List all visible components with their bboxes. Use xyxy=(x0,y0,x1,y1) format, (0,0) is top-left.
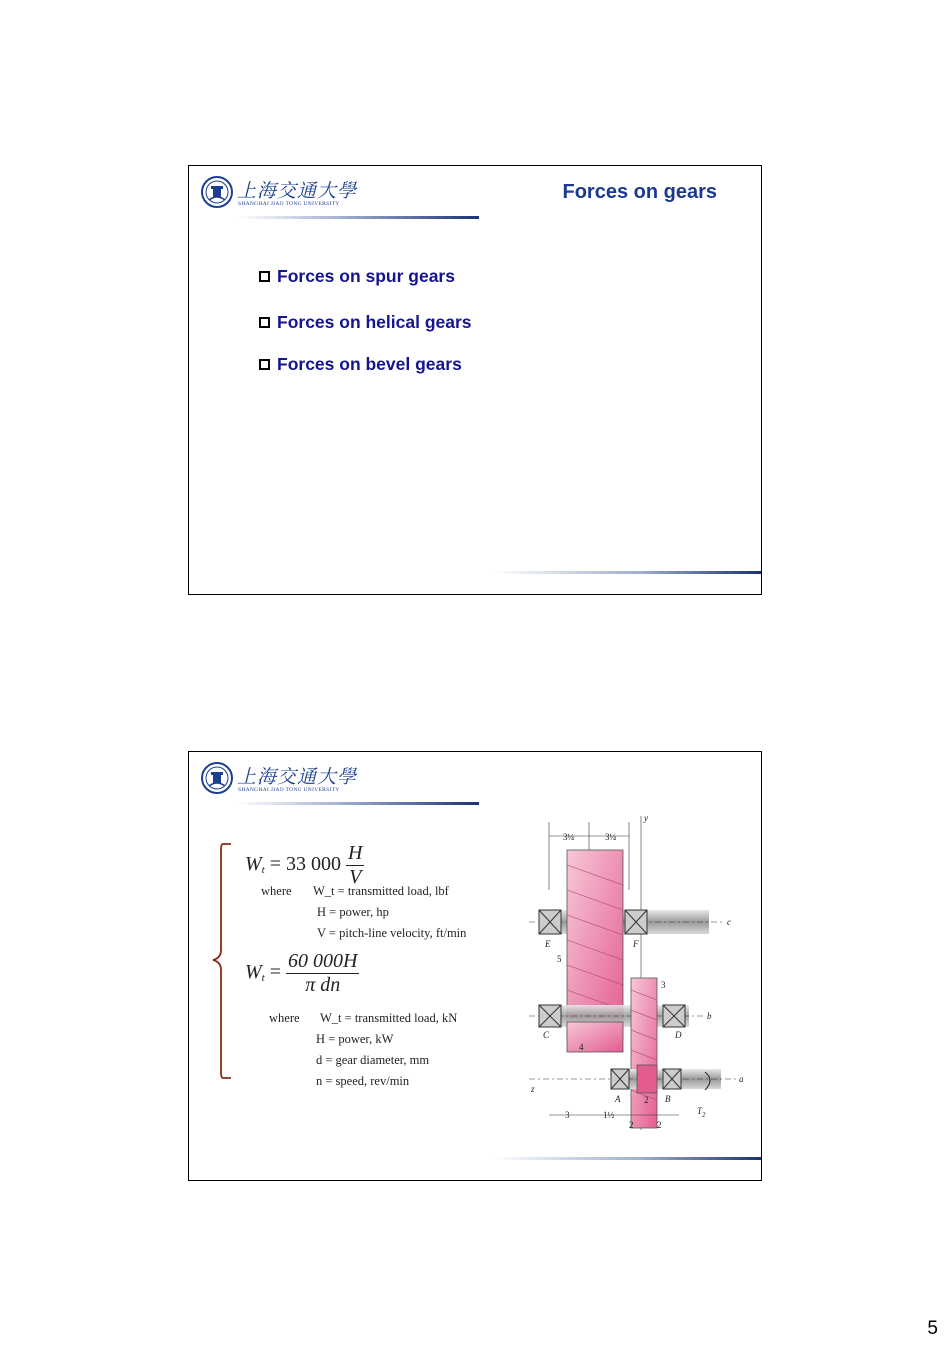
gear-label: 3 xyxy=(661,980,666,990)
dimension-label: 3¼ xyxy=(605,832,617,842)
list-item-label: Forces on spur gears xyxy=(277,266,455,286)
checkbox-bullet-icon xyxy=(259,317,270,328)
footer-divider xyxy=(491,1157,761,1160)
bearing-label: F xyxy=(633,939,639,949)
bearing-label: A xyxy=(615,1094,621,1104)
list-item-label: Forces on helical gears xyxy=(277,312,472,332)
formula-where-label: where xyxy=(261,884,292,898)
axis-label: a xyxy=(739,1074,744,1084)
dimension-label: 3¼ xyxy=(563,832,575,842)
formula-definition: W_t = transmitted load, lbf xyxy=(313,884,449,898)
gear-label: 5 xyxy=(557,954,562,964)
page-number: 5 xyxy=(927,1318,938,1339)
dimension-label: 2 xyxy=(657,1120,662,1130)
logo-english-name: SHANGHAI JIAO TONG UNIVERSITY xyxy=(238,201,340,207)
university-seal-icon xyxy=(201,176,233,208)
bearing-label: E xyxy=(545,939,551,949)
formula-definition: H = power, hp xyxy=(317,905,389,919)
dimension-label: 1½ xyxy=(603,1110,615,1120)
dimension-label: 2 xyxy=(629,1120,634,1130)
formula-metric: $W_t$ = $\frac{60 000H}{\text{π dn}}$ xyxy=(245,950,358,996)
list-item xyxy=(259,312,472,333)
formula-imperial: $W_t = 33$ 000 $\frac{H}{V}$ xyxy=(245,842,363,888)
axis-label: y xyxy=(644,813,648,823)
checkbox-bullet-icon xyxy=(259,271,270,282)
axis-label: b xyxy=(707,1011,712,1021)
axis-label: z xyxy=(531,1084,535,1094)
university-seal-icon xyxy=(201,762,233,794)
header-divider xyxy=(237,216,479,219)
bearing-label: D xyxy=(675,1030,682,1040)
axis-label: c xyxy=(727,917,731,927)
slide-title: Forces on gears xyxy=(562,181,717,203)
footer-divider xyxy=(491,571,761,574)
formula-definition: H = power, kW xyxy=(316,1032,394,1046)
gear-train-diagram xyxy=(529,810,749,1130)
formula-definition: V = pitch-line velocity, ft/min xyxy=(317,926,467,940)
slide-forces-on-gears xyxy=(188,165,762,595)
university-logo xyxy=(201,176,401,212)
university-logo xyxy=(201,762,401,798)
formula-definition: W_t = transmitted load, kN xyxy=(320,1011,458,1025)
logo-chinese-name: 上海交通大學 xyxy=(237,180,358,202)
dimension-label: 3 xyxy=(565,1110,570,1120)
curly-brace-icon xyxy=(209,842,239,1082)
formula-definition: n = speed, rev/min xyxy=(316,1074,410,1088)
slide-gear-formulas xyxy=(188,751,762,1181)
list-item xyxy=(259,266,455,287)
bearing-label: B xyxy=(665,1094,671,1104)
gear-label: 2 xyxy=(644,1095,649,1105)
checkbox-bullet-icon xyxy=(259,359,270,370)
torque-label: $T_2$ xyxy=(697,1106,706,1119)
logo-english-name: SHANGHAI JIAO TONG UNIVERSITY xyxy=(238,787,340,793)
header-divider xyxy=(237,802,479,805)
list-item xyxy=(259,354,462,375)
formula-definition: d = gear diameter, mm xyxy=(316,1053,430,1067)
formula-where-label: where xyxy=(269,1011,300,1025)
gear-label: 4 xyxy=(579,1042,584,1052)
logo-chinese-name: 上海交通大學 xyxy=(237,766,358,788)
list-item-label: Forces on bevel gears xyxy=(277,354,462,374)
bearing-label: C xyxy=(543,1030,550,1040)
